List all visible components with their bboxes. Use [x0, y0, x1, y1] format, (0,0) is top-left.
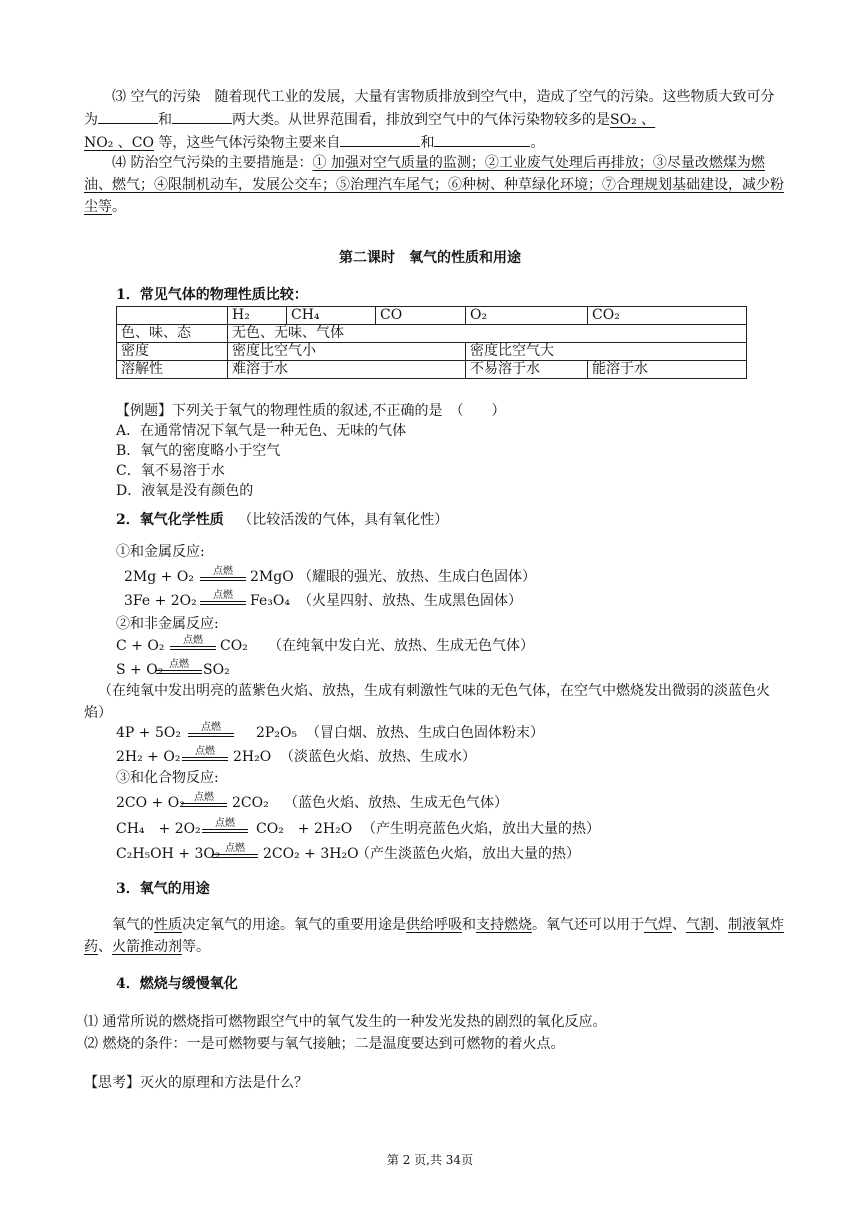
equation-left: C + O₂: [116, 638, 165, 654]
table-header-row: [117, 307, 747, 325]
reaction-arrow: [170, 635, 216, 657]
gas-properties-table: [116, 306, 747, 379]
underlined-answer: 气焊: [644, 917, 672, 933]
table-cell: 难溶于水: [228, 361, 466, 379]
fill-blank[interactable]: [172, 108, 232, 124]
condition-label: 点燃: [225, 843, 245, 854]
table-cell: 不易溶于水: [466, 361, 588, 379]
condition-label: 点燃: [213, 590, 233, 601]
nonmetal-reaction-title: ②和非金属反应:: [116, 616, 219, 632]
equation-note: （产生淡蓝色火焰，放出大量的热）: [356, 846, 580, 862]
text: 等，这些气体污染物主要来自: [153, 135, 341, 151]
table-cell: 无色、无味、气体: [228, 325, 747, 343]
table-cell: 密度比空气小: [228, 343, 466, 361]
option-a: A．在通常情况下氧气是一种无色、无味的气体: [116, 423, 407, 439]
equation-right: Fe₃O₄: [250, 593, 290, 609]
table-cell: 密度比空气大: [466, 343, 747, 361]
text: 和: [158, 112, 172, 128]
condition-label: 点燃: [215, 818, 235, 829]
combustion-definition: ⑴ 通常所说的燃烧指可燃物跟空气中的氧气发生的一种发光发热的剧烈的氧化反应。: [84, 1014, 607, 1030]
equation-right: 2CO₂: [232, 795, 269, 811]
section2-heading: [116, 509, 448, 531]
table-cell: CH₄: [287, 307, 376, 325]
reaction-arrow: [188, 722, 234, 744]
fill-blank[interactable]: [340, 131, 420, 147]
heading-text: 2．氧气化学性质: [116, 512, 224, 528]
underlined-answer: 制液氧炸药: [84, 917, 784, 955]
table-cell: 色、味、态: [117, 325, 228, 343]
underlined-answer: SO₂ 、: [610, 112, 656, 128]
equation-note: （冒白烟、放热、生成白色固体粉末）: [306, 725, 544, 741]
thinking-question: 【思考】灭火的原理和方法是什么？: [84, 1075, 308, 1091]
underlined-answer: 性质: [154, 917, 182, 933]
page-footer: 第 2 页,共 34页: [386, 1153, 474, 1167]
option-c: C．氧不易溶于水: [116, 463, 225, 479]
underlined-answer: 支持燃烧: [476, 917, 532, 933]
option-d: D．液氧是没有颜色的: [116, 483, 254, 499]
equation-left: S + O₂: [116, 662, 164, 678]
condition-label: 点燃: [194, 792, 214, 803]
text: 和: [462, 917, 476, 933]
equation-left: 3Fe + 2O₂: [124, 593, 197, 609]
equation-left: 2CO + O₂: [116, 795, 185, 811]
condition-label: 点燃: [201, 722, 221, 733]
oxygen-uses-paragraph: [84, 914, 784, 958]
text: 、: [98, 939, 112, 955]
text: 、: [714, 917, 728, 933]
underlined-answer: 火箭推动剂: [112, 939, 182, 955]
text: 等。: [182, 939, 210, 955]
section4-heading: 4．燃烧与缓慢氧化: [116, 976, 238, 992]
prevention-paragraph: [84, 152, 784, 218]
condition-label: 点燃: [169, 659, 189, 670]
equation-right: 2P₂O₅: [256, 725, 298, 741]
text: 决定氧气的用途。氧气的重要用途是: [182, 917, 406, 933]
text: 和: [420, 135, 435, 151]
table-cell: CO: [376, 307, 466, 325]
example-question: 【例题】下列关于氧气的物理性质的叙述,不正确的是 （ ）: [116, 403, 506, 419]
option-b: B．氧气的密度略小于空气: [116, 443, 281, 459]
text: 。: [112, 199, 126, 215]
equation-left: CH₄ + 2O₂: [116, 821, 201, 837]
table-cell: 能溶于水: [588, 361, 747, 379]
equation-right: 2CO₂ + 3H₂O: [263, 846, 359, 862]
reaction-arrow: [181, 792, 227, 814]
equation-left: 2H₂ + O₂: [116, 749, 181, 765]
sulfur-note: （在纯氧中发出明亮的蓝紫色火焰、放热，生成有刺激性气味的无色气体，在空气中燃烧发出微弱的淡蓝色火焰）: [84, 683, 770, 721]
heading-note: （比较活泼的气体，具有氧化性）: [238, 512, 449, 528]
text: ⑷ 防治空气污染的主要措施是：: [112, 155, 313, 171]
equation-note: （产生明亮蓝色火焰，放出大量的热）: [362, 821, 600, 837]
equation-left: C₂H₅OH + 3O₂: [116, 846, 221, 862]
equation-note: （淡蓝色火焰、放热、生成水）: [280, 749, 476, 765]
text: 两大类。从世界范围看，排放到空气中的气体污染物较多的是: [232, 112, 610, 128]
equation-right: CO₂: [220, 638, 248, 654]
equation-right: CO₂ + 2H₂O: [256, 821, 353, 837]
condition-label: 点燃: [195, 746, 215, 757]
underlined-answer: 气割: [686, 917, 714, 933]
table-cell: [117, 307, 228, 325]
text: ⑶ 空气的污染 随着现代工业的发展，大量有害物质排放到空气中，造成了空气的污染。这些物质大致可分为: [84, 89, 775, 128]
reaction-arrow: [156, 659, 202, 681]
text: 、: [672, 917, 686, 933]
table-cell: CO₂: [588, 307, 747, 325]
equation-left: 4P + 5O₂: [116, 725, 181, 741]
air-pollution-paragraph: [84, 86, 784, 154]
underlined-answer: ① 加强对空气质量的监测；②工业废气处理后再排放；③尽量改燃煤为燃油、燃气；④限制机动车，发展公交车；⑤治理汽车尾气；⑥种树、种草绿化环境；⑦合理规划基础建设，减少粉尘等: [84, 155, 784, 215]
table-cell: 密度: [117, 343, 228, 361]
combustion-conditions: ⑵ 燃烧的条件：一是可燃物要与氧气接触；二是温度要达到可燃物的着火点。: [84, 1036, 565, 1052]
table-row: [117, 343, 747, 361]
reaction-arrow: [200, 590, 246, 612]
equation-left: 2Mg + O₂: [124, 569, 194, 585]
reaction-arrow: [212, 843, 258, 865]
text: 氧气的: [112, 917, 154, 933]
reaction-arrow: [202, 818, 248, 840]
table-cell: H₂: [228, 307, 287, 325]
equation-note: （蓝色火焰、放热、生成无色气体）: [284, 795, 508, 811]
condition-label: 点燃: [213, 566, 233, 577]
section3-heading: 3．氧气的用途: [116, 881, 210, 897]
table-row: [117, 361, 747, 379]
text: 。氧气还可以用于: [532, 917, 644, 933]
condition-label: 点燃: [183, 635, 203, 646]
equation-right: 2MgO: [250, 569, 294, 585]
underlined-answer: 供给呼吸: [406, 917, 462, 933]
lesson-title: 第二课时 氧气的性质和用途: [339, 250, 521, 266]
compound-reaction-title: ③和化合物反应:: [116, 770, 219, 786]
text: 。: [530, 135, 545, 151]
metal-reaction-title: ①和金属反应:: [116, 544, 205, 560]
table-cell: 溶解性: [117, 361, 228, 379]
section1-heading: 1．常见气体的物理性质比较：: [116, 287, 308, 303]
equation-note: （火星四射、放热、生成黑色固体）: [298, 593, 522, 609]
reaction-arrow: [182, 746, 228, 768]
table-cell: O₂: [466, 307, 588, 325]
equation-right: SO₂: [203, 662, 230, 678]
equation-note: （在纯氧中发白光、放热、生成无色气体）: [268, 638, 534, 654]
underlined-answer: NO₂ 、CO: [84, 135, 154, 151]
equation-note: （耀眼的强光、放热、生成白色固体）: [298, 569, 536, 585]
fill-blank[interactable]: [98, 108, 158, 124]
reaction-arrow: [200, 566, 246, 588]
fill-blank[interactable]: [434, 131, 530, 147]
equation-right: 2H₂O: [233, 749, 272, 765]
table-row: [117, 325, 747, 343]
